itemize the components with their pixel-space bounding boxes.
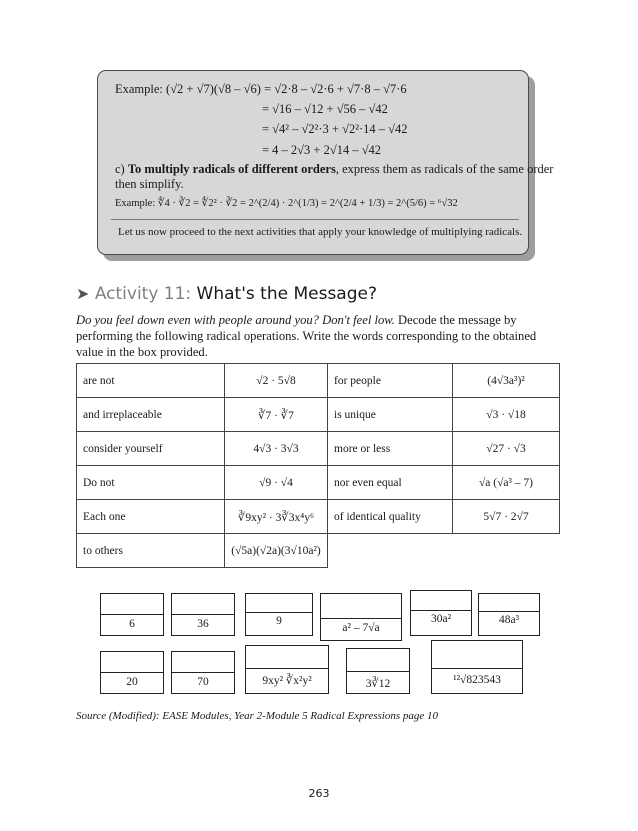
empty-cell <box>328 534 453 568</box>
rule-line-1 <box>115 162 553 177</box>
answer-box[interactable] <box>478 593 540 636</box>
page-number: 263 <box>308 787 330 800</box>
example-line-2: = √16 – √12 + √56 – √42 <box>262 102 388 116</box>
rule-rest: , express them as radicals of the same order <box>335 162 554 176</box>
intro-italic: Do you feel down even with people around you? Don't feel low. <box>76 313 395 327</box>
example-line-3: = √4² – √2²·3 + √2²·14 – √42 <box>262 122 408 136</box>
answer-value: 30a² <box>430 613 452 625</box>
rule-prefix: c) <box>115 162 128 176</box>
expression-cell: (√5a)(√2a)(3√10a²) <box>225 534 328 568</box>
answer-value: 6 <box>129 618 135 630</box>
answer-box[interactable] <box>100 593 164 636</box>
word-cell: for people <box>328 364 453 398</box>
example-note: Let us now proceed to the next activities that apply your knowledge of multiplying radicals. <box>118 226 523 238</box>
answer-blank[interactable] <box>172 652 234 673</box>
word-cell: is unique <box>328 398 453 432</box>
answer-box[interactable] <box>171 593 235 636</box>
answer-value: a² – 7√a <box>342 622 380 634</box>
table-row <box>77 432 560 466</box>
answer-box[interactable] <box>171 651 235 694</box>
intro-rest: Decode the message by performing the following radical operations. Write the words corresponding to the obtained value in the box provided. <box>76 313 537 359</box>
expression-cell: √a (√a³ – 7) <box>453 466 560 500</box>
answer-blank[interactable] <box>432 641 522 669</box>
expression-cell: 5√7 · 2√7 <box>453 500 560 534</box>
expression-cell: ∛9xy² · 3∛3x⁴y⁶ <box>225 500 328 534</box>
answer-value: 36 <box>197 618 209 630</box>
word-cell: and irreplaceable <box>77 398 225 432</box>
answer-blank[interactable] <box>347 649 409 672</box>
answer-box[interactable] <box>245 645 329 694</box>
answer-blank[interactable] <box>479 594 539 612</box>
answer-blank[interactable] <box>321 594 401 619</box>
activity-title <box>76 284 377 304</box>
answer-box[interactable] <box>100 651 164 694</box>
answer-blank[interactable] <box>411 591 471 611</box>
answer-box[interactable] <box>320 593 402 641</box>
word-cell: Do not <box>77 466 225 500</box>
answer-blank[interactable] <box>246 646 328 669</box>
expression-cell: √9 · √4 <box>225 466 328 500</box>
expression-cell: ∛7 · ∛7 <box>225 398 328 432</box>
arrow-icon: ➤ <box>76 284 90 303</box>
word-cell: consider yourself <box>77 432 225 466</box>
answer-value: 9 <box>276 615 282 627</box>
table-row <box>77 466 560 500</box>
rule-bold: To multiply radicals of different orders <box>127 162 336 176</box>
answer-blank[interactable] <box>101 594 163 615</box>
rule-line-2: then simplify. <box>115 177 184 191</box>
answer-box[interactable] <box>346 648 410 694</box>
answer-value: 3∛12 <box>365 678 391 690</box>
answer-value: ¹²√823543 <box>453 674 501 686</box>
expression-cell: √3 · √18 <box>453 398 560 432</box>
answer-value: 9xy² ∛x²y² <box>262 675 312 687</box>
expression-cell: 4√3 · 3√3 <box>225 432 328 466</box>
answer-value: 20 <box>126 676 138 688</box>
word-cell: to others <box>77 534 225 568</box>
example-2: Example: ∜4 · ∛2 = ∜2² · ∛2 = 2^(2/4) · 2^(1/3) = 2^(2/4 + 1/3) = 2^(5/6) = ⁶√32 <box>115 198 458 209</box>
answer-box[interactable] <box>410 590 472 636</box>
table-row <box>77 534 560 568</box>
source-citation: Source (Modified): EASE Modules, Year 2-Module 5 Radical Expressions page 10 <box>76 710 439 722</box>
activity-intro <box>76 312 566 360</box>
expression-cell: √2 · 5√8 <box>225 364 328 398</box>
example-line-1: Example: (√2 + √7)(√8 – √6) = √2·8 – √2·6 + √7·8 – √7·6 <box>115 82 407 96</box>
answer-value: 48a³ <box>498 614 520 626</box>
table-row <box>77 364 560 398</box>
activity-number: Activity 11: <box>94 284 192 304</box>
table-row <box>77 500 560 534</box>
word-cell: Each one <box>77 500 225 534</box>
expression-cell: √27 · √3 <box>453 432 560 466</box>
answer-blank[interactable] <box>101 652 163 673</box>
activity-name: What's the Message? <box>191 284 377 304</box>
answer-blank[interactable] <box>172 594 234 615</box>
expression-cell: (4√3a³)² <box>453 364 560 398</box>
answer-box[interactable] <box>431 640 523 694</box>
word-cell: of identical quality <box>328 500 453 534</box>
operations-table <box>76 363 560 568</box>
example-line-4: = 4 – 2√3 + 2√14 – √42 <box>262 143 382 157</box>
example-divider <box>111 219 519 220</box>
answer-box[interactable] <box>245 593 313 636</box>
answer-value: 70 <box>197 676 209 688</box>
table-row <box>77 398 560 432</box>
word-cell: more or less <box>328 432 453 466</box>
word-cell: nor even equal <box>328 466 453 500</box>
word-cell: are not <box>77 364 225 398</box>
empty-cell <box>453 534 560 568</box>
